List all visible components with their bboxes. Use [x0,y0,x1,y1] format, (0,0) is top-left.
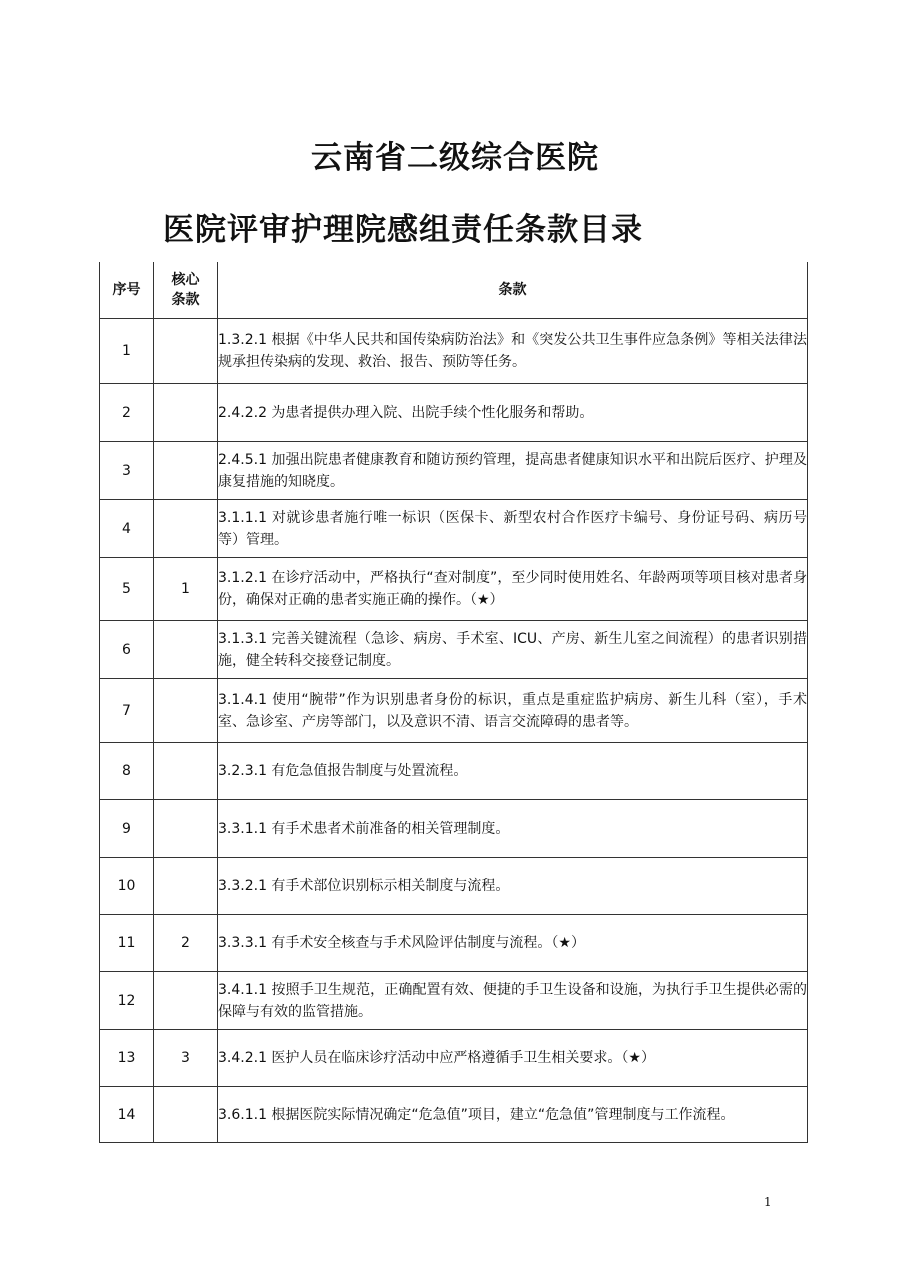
title-line1-text: 云南省二级综合医院 [311,140,599,176]
row-seq: 2 [100,384,154,442]
row-core: 1 [154,558,218,621]
table-row [100,442,808,500]
table-row [100,800,808,858]
row-seq: 6 [100,621,154,679]
row-core [154,743,218,800]
header-core [154,262,218,319]
row-core [154,621,218,679]
row-seq: 9 [100,800,154,858]
page-number: 1 [764,1195,772,1209]
row-clause: 2.4.2.2 为患者提供办理入院、出院手续个性化服务和帮助。 [218,384,808,442]
row-core [154,319,218,384]
row-seq: 12 [100,972,154,1030]
row-core [154,800,218,858]
header-seq: 序号 [100,262,154,319]
row-core [154,972,218,1030]
row-seq: 1 [100,319,154,384]
clause-table [99,262,808,1143]
row-clause: 3.3.2.1 有手术部位识别标示相关制度与流程。 [218,858,808,915]
header-core-line2: 条款 [171,292,200,308]
row-clause: 2.4.5.1 加强出院患者健康教育和随访预约管理，提高患者健康知识水平和出院后医疗、护理及康复措施的知晓度。 [218,442,808,500]
row-core [154,384,218,442]
row-clause: 3.1.4.1 使用“腕带”作为识别患者身份的标识，重点是重症监护病房、新生儿科（室），手术室、急诊室、产房等部门，以及意识不清、语言交流障碍的患者等。 [218,679,808,743]
table-row [100,1030,808,1087]
row-clause: 3.1.1.1 对就诊患者施行唯一标识（医保卡、新型农村合作医疗卡编号、身份证号码、病历号等）管理。 [218,500,808,558]
row-clause: 3.1.3.1 完善关键流程（急诊、病房、手术室、ICU、产房、新生儿室之间流程）的患者识别措施，健全转科交接登记制度。 [218,621,808,679]
row-clause: 3.4.2.1 医护人员在临床诊疗活动中应严格遵循手卫生相关要求。（★） [218,1030,808,1087]
row-seq: 14 [100,1087,154,1143]
table-row [100,858,808,915]
row-seq: 7 [100,679,154,743]
row-core [154,1087,218,1143]
row-seq: 8 [100,743,154,800]
table-row [100,558,808,621]
row-clause: 3.4.1.1 按照手卫生规范，正确配置有效、便捷的手卫生设备和设施，为执行手卫生提供必需的保障与有效的监管措施。 [218,972,808,1030]
row-clause: 3.1.2.1 在诊疗活动中，严格执行“查对制度”，至少同时使用姓名、年龄两项等项目核对患者身份，确保对正确的患者实施正确的操作。（★） [218,558,808,621]
row-core: 2 [154,915,218,972]
table-row [100,500,808,558]
row-seq: 3 [100,442,154,500]
header-clause: 条款 [218,262,808,319]
row-seq: 5 [100,558,154,621]
row-clause: 3.3.1.1 有手术患者术前准备的相关管理制度。 [218,800,808,858]
row-clause: 3.6.1.1 根据医院实际情况确定“危急值”项目，建立“危急值”管理制度与工作流程。 [218,1087,808,1143]
table-row [100,621,808,679]
row-seq: 13 [100,1030,154,1087]
row-seq: 10 [100,858,154,915]
table-row [100,679,808,743]
header-core-line1: 核心 [171,272,200,288]
table-row [100,972,808,1030]
row-clause: 3.2.3.1 有危急值报告制度与处置流程。 [218,743,808,800]
row-core: 3 [154,1030,218,1087]
table-row [100,319,808,384]
row-core [154,858,218,915]
row-core [154,679,218,743]
row-clause: 1.3.2.1 根据《中华人民共和国传染病防治法》和《突发公共卫生事件应急条例》等相关法律法规承担传染病的发现、救治、报告、预防等任务。 [218,319,808,384]
row-core [154,442,218,500]
row-seq: 4 [100,500,154,558]
table-row [100,915,808,972]
table-row [100,743,808,800]
table-row [100,384,808,442]
document-title-line1 [0,136,910,180]
table-header-row [100,262,808,319]
document-title-line2: 医院评审护理院感组责任条款目录 [163,212,643,248]
table-row [100,1087,808,1143]
row-clause: 3.3.3.1 有手术安全核查与手术风险评估制度与流程。（★） [218,915,808,972]
row-seq: 11 [100,915,154,972]
row-core [154,500,218,558]
